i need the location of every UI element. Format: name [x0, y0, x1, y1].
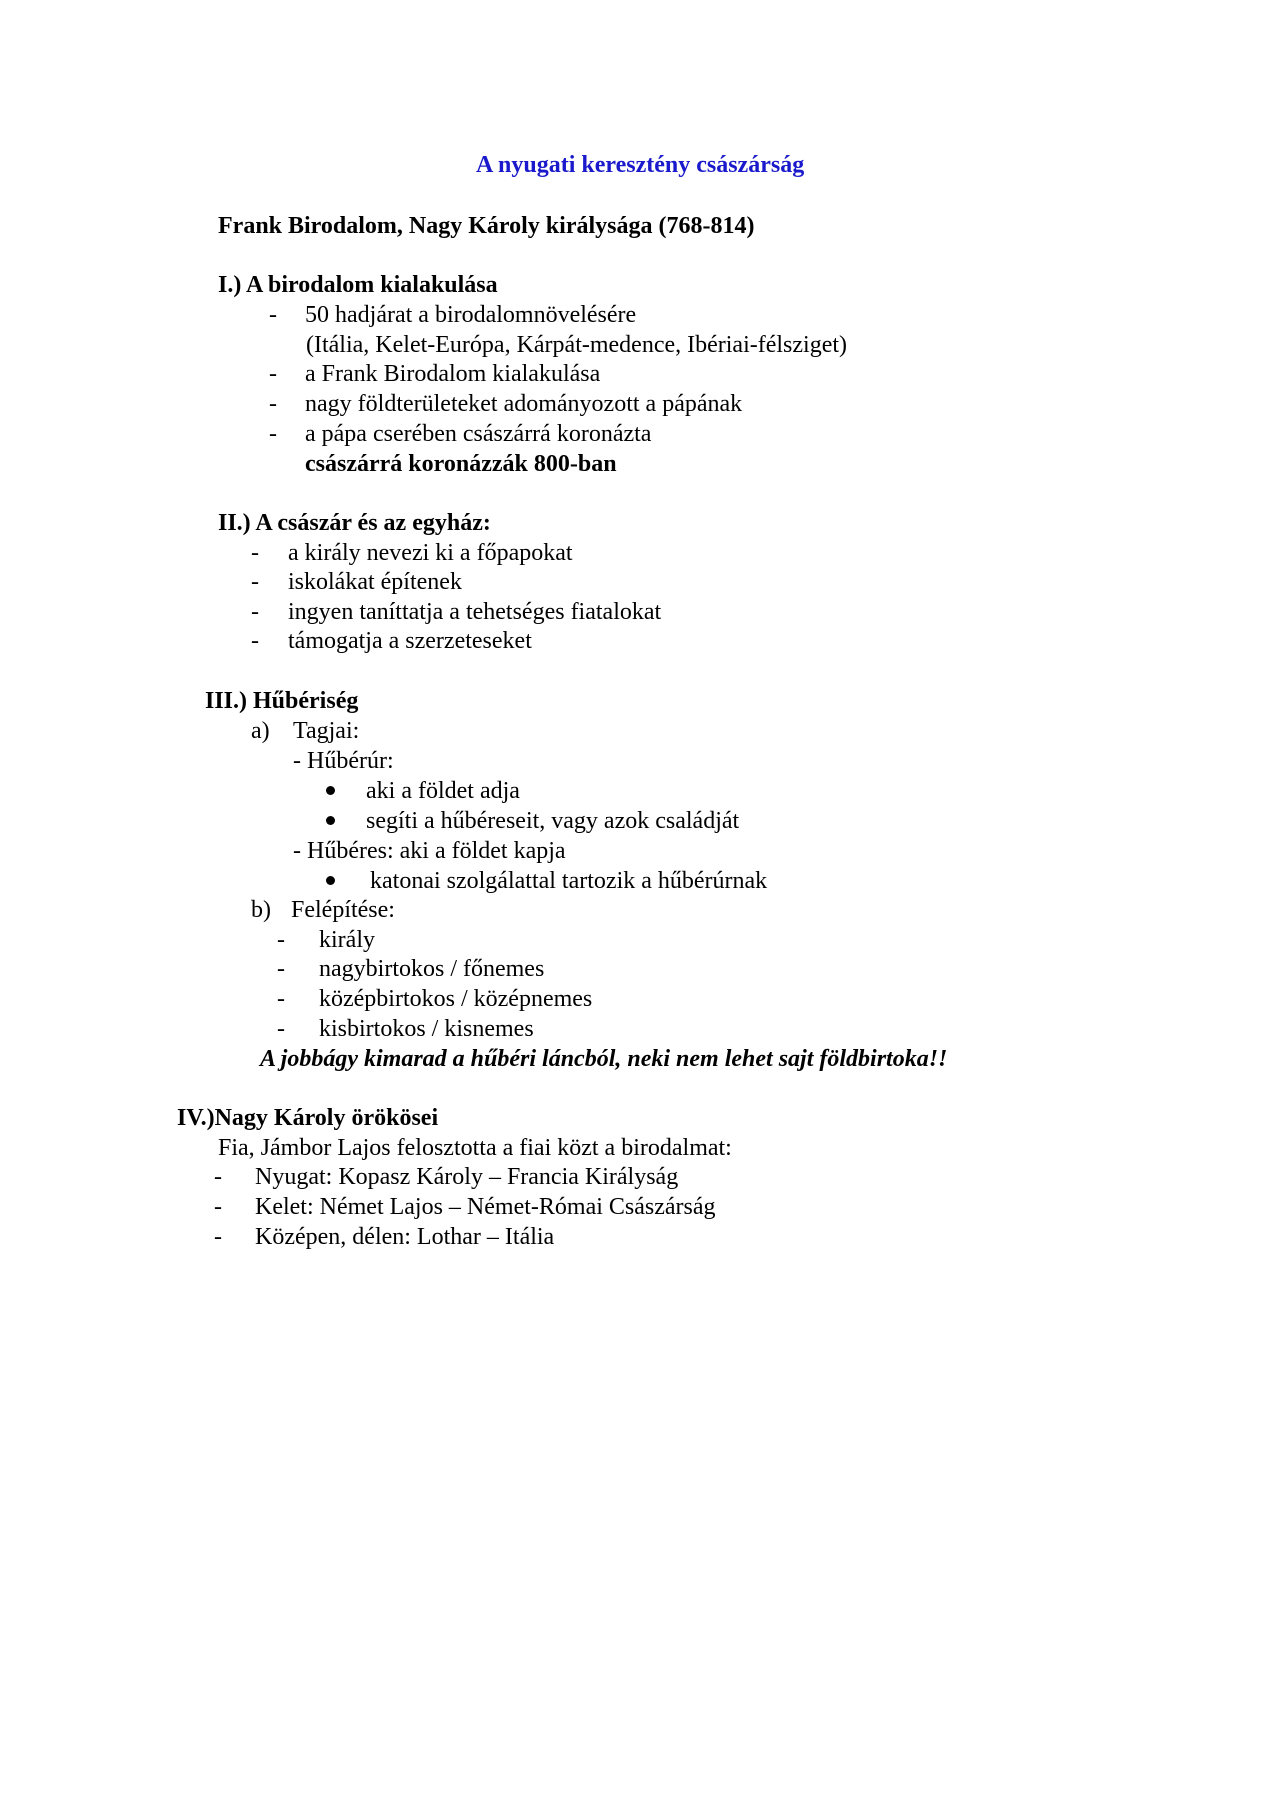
- lord-line: - Hűbérúr:: [293, 748, 394, 774]
- section-3-heading: III.) Hűbériség: [205, 688, 359, 714]
- list-item: 50 hadjárat a birodalomnövelésére: [305, 302, 637, 328]
- list-item-continuation: (Itália, Kelet-Európa, Kárpát-medence, Ibériai-félsziget): [306, 332, 848, 358]
- document-subtitle: Frank Birodalom, Nagy Károly királysága (768-814): [218, 213, 755, 239]
- list-dash: -: [277, 1016, 285, 1042]
- list-item: nagybirtokos / főnemes: [319, 956, 545, 982]
- list-item: Kelet: Német Lajos – Német-Római Császárság: [255, 1194, 716, 1220]
- section-4-intro: Fia, Jámbor Lajos felosztotta a fiai közt a birodalmat:: [218, 1135, 732, 1161]
- list-item: támogatja a szerzeteseket: [288, 628, 532, 654]
- vassal-line: - Hűbéres: aki a földet kapja: [293, 838, 566, 864]
- list-item: Nyugat: Kopasz Károly – Francia Királyság: [255, 1164, 679, 1190]
- list-item: a király nevezi ki a főpapokat: [288, 540, 573, 566]
- section-2-heading: II.) A császár és az egyház:: [218, 510, 491, 536]
- document-title: A nyugati keresztény császárság: [476, 152, 805, 178]
- bullet-item: katonai szolgálattal tartozik a hűbérúrnak: [370, 868, 768, 894]
- list-item: iskolákat építenek: [288, 569, 462, 595]
- sublist-label-a: a): [251, 718, 270, 744]
- section-3-note: A jobbágy kimarad a hűbéri láncból, neki nem lehet sajt földbirtoka!!: [260, 1046, 948, 1072]
- bullet-icon: [326, 786, 335, 795]
- list-item: középbirtokos / középnemes: [319, 986, 593, 1012]
- section-4-heading: IV.)Nagy Károly örökösei: [177, 1105, 439, 1131]
- list-item: nagy földterületeket adományozott a pápának: [305, 391, 743, 417]
- list-dash: -: [269, 421, 277, 447]
- list-dash: -: [251, 540, 259, 566]
- list-dash: -: [277, 956, 285, 982]
- list-dash: -: [269, 391, 277, 417]
- sublist-text-a: Tagjai:: [293, 718, 360, 744]
- bullet-item: segíti a hűbéreseit, vagy azok családját: [366, 808, 740, 834]
- section-1-emphasis: császárrá koronázzák 800-ban: [305, 451, 617, 477]
- list-dash: -: [269, 302, 277, 328]
- list-dash: -: [214, 1224, 222, 1250]
- list-item: a Frank Birodalom kialakulása: [305, 361, 601, 387]
- list-dash: -: [251, 628, 259, 654]
- list-dash: -: [277, 986, 285, 1012]
- list-dash: -: [277, 927, 285, 953]
- list-item: a pápa cserében császárrá koronázta: [305, 421, 652, 447]
- list-item: Középen, délen: Lothar – Itália: [255, 1224, 555, 1250]
- bullet-icon: [326, 876, 335, 885]
- list-dash: -: [214, 1194, 222, 1220]
- list-item: ingyen taníttatja a tehetséges fiatalokat: [288, 599, 662, 625]
- list-dash: -: [214, 1164, 222, 1190]
- list-dash: -: [269, 361, 277, 387]
- section-1-heading: I.) A birodalom kialakulása: [218, 272, 498, 298]
- sublist-label-b: b): [251, 897, 271, 923]
- bullet-icon: [326, 816, 335, 825]
- list-dash: -: [251, 599, 259, 625]
- list-item: kisbirtokos / kisnemes: [319, 1016, 534, 1042]
- list-dash: -: [251, 569, 259, 595]
- bullet-item: aki a földet adja: [366, 778, 520, 804]
- sublist-text-b: Felépítése:: [291, 897, 395, 923]
- list-item: király: [319, 927, 375, 953]
